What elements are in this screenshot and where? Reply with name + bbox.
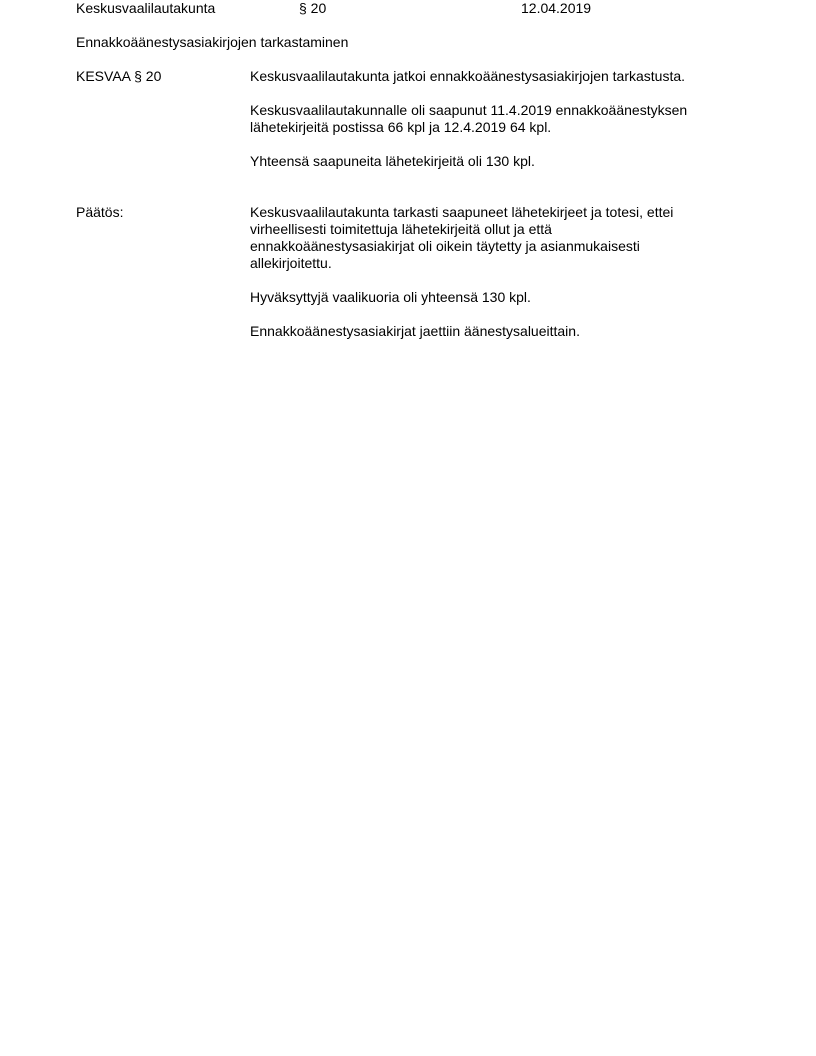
presentation-label: KESVAA § 20 bbox=[76, 68, 162, 84]
presentation-body bbox=[250, 68, 750, 170]
decision-paragraph: Hyväksyttyjä vaalikuoria oli yhteensä 130 kpl. bbox=[250, 289, 531, 305]
header-date: 12.04.2019 bbox=[521, 0, 592, 16]
presentation-paragraph: Keskusvaalilautakunta jatkoi ennakkoäänestysasiakirjojen tarkastusta. bbox=[250, 68, 686, 84]
decision-label: Päätös: bbox=[76, 204, 124, 220]
presentation-paragraph: Yhteensä saapuneita lähetekirjeitä oli 130 kpl. bbox=[250, 153, 535, 169]
header-organization: Keskusvaalilautakunta bbox=[76, 0, 216, 16]
header-section-number: § 20 bbox=[299, 0, 327, 16]
decision-body bbox=[250, 204, 750, 340]
presentation-paragraph: Keskusvaalilautakunnalle oli saapunut 11.4.2019 ennakkoäänestyksen lähetekirjeitä postissa 66 kpl ja 12.4.2019 64 kpl. bbox=[250, 102, 688, 135]
document-subject-title: Ennakkoäänestysasiakirjojen tarkastaminen bbox=[76, 34, 349, 50]
decision-paragraph: Ennakkoäänestysasiakirjat jaettiin äänestysalueittain. bbox=[250, 323, 580, 339]
decision-paragraph: Keskusvaalilautakunta tarkasti saapuneet lähetekirjeet ja totesi, ettei virheellisesti toimitettuja lähetekirjeitä ollut ja että ennakkoäänestysasiakirjat oli oikein täytetty ja asianmukaisesti allekirjoitettu. bbox=[250, 204, 674, 271]
